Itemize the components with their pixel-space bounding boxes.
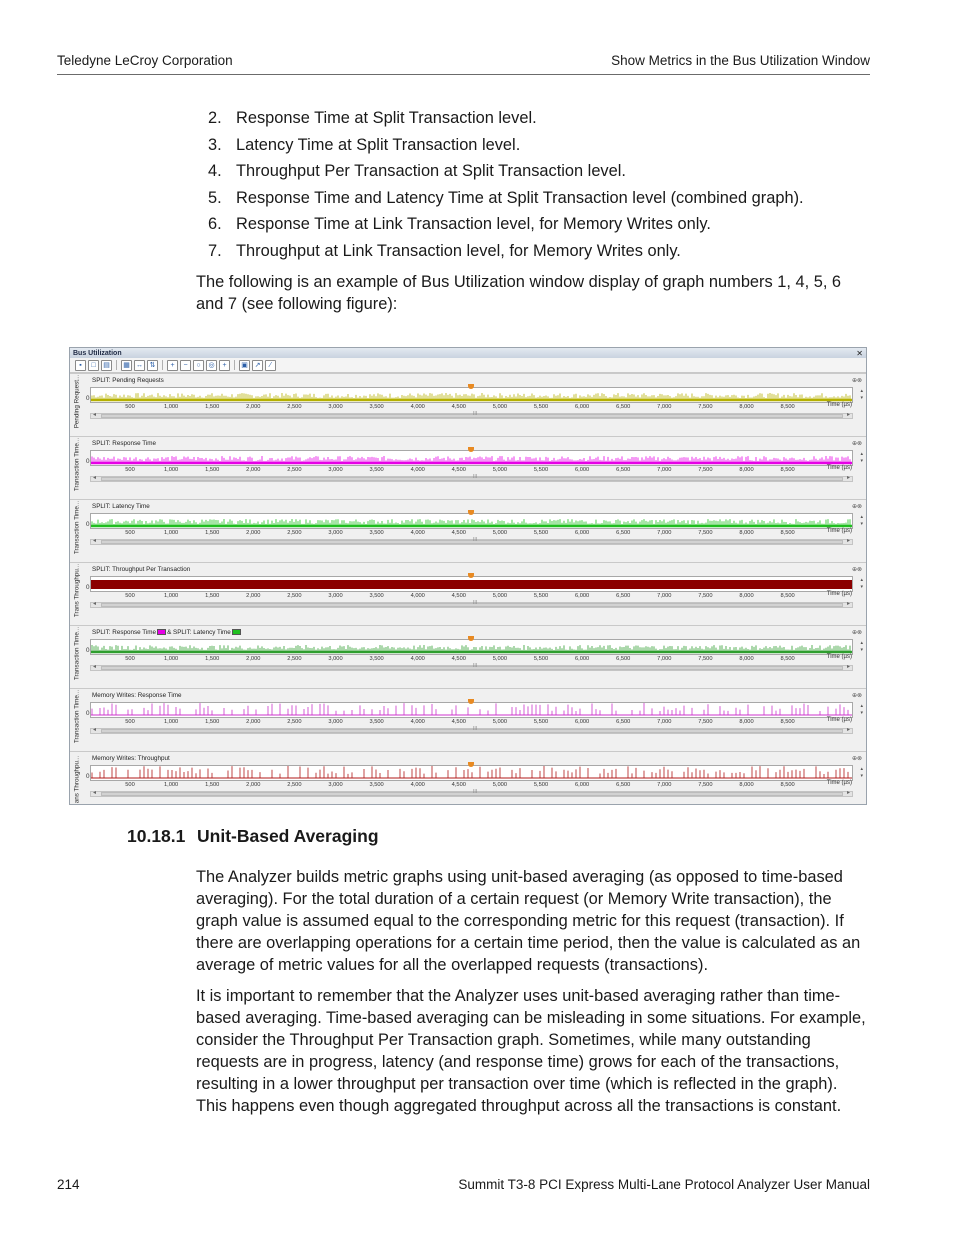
axis-tick-label: 2,000 bbox=[246, 530, 261, 536]
axis-tick-label: 8,000 bbox=[739, 467, 754, 473]
window-title: Bus Utilization bbox=[73, 349, 122, 357]
axis-tick-label: 5,000 bbox=[492, 656, 508, 662]
y-zero-label: 0 bbox=[86, 458, 90, 465]
axis-tick-label: 1,500 bbox=[205, 404, 220, 410]
toolbar-separator bbox=[162, 360, 163, 370]
panel-axis-label bbox=[71, 437, 83, 498]
scroll-right-icon[interactable]: ▸ bbox=[846, 538, 850, 544]
axis-tick-label: 1,000 bbox=[163, 719, 179, 725]
axis-tick-label: 7,500 bbox=[698, 656, 713, 662]
legend-swatch bbox=[232, 629, 241, 635]
axis-tick-label: 5,000 bbox=[492, 719, 508, 725]
scrollbar-grip: III bbox=[473, 411, 478, 417]
axis-tick-label: 4,000 bbox=[410, 467, 425, 473]
scrollbar-thumb[interactable] bbox=[101, 411, 843, 418]
graph-panel bbox=[70, 688, 866, 750]
graph-panel bbox=[70, 751, 866, 805]
graph-svg bbox=[91, 514, 852, 528]
numbered-list bbox=[196, 107, 876, 267]
axis-unit-label: Time (µs) bbox=[826, 780, 852, 786]
graph-plot-area[interactable] bbox=[90, 576, 853, 592]
axis-tick-label: 8,500 bbox=[780, 404, 795, 410]
axis-tick-label: 7,500 bbox=[698, 593, 713, 599]
panel-zoom-icon[interactable]: ⊕⊗ bbox=[851, 693, 862, 699]
list-text: Response Time at Link Transaction level, for Memory Writes only. bbox=[236, 215, 711, 234]
graph-plot-area[interactable] bbox=[90, 765, 853, 781]
graph-svg bbox=[91, 451, 852, 465]
graph-svg bbox=[91, 388, 852, 402]
panel-axis-label bbox=[71, 563, 83, 624]
scroll-left-icon[interactable]: ◂ bbox=[93, 538, 97, 544]
axis-tick-label: 6,500 bbox=[616, 404, 631, 410]
panel-title-text: SPLIT: Pending Requests bbox=[92, 377, 164, 384]
list-number: 2. bbox=[208, 109, 222, 127]
axis-tick-label: 3,000 bbox=[328, 782, 343, 788]
list-item bbox=[196, 134, 876, 161]
bus-utilization-window bbox=[69, 347, 867, 805]
axis-tick-label: 8,500 bbox=[780, 782, 795, 788]
time-axis bbox=[90, 467, 853, 476]
axis-tick-label: 7,500 bbox=[698, 719, 713, 725]
header-divider bbox=[57, 74, 870, 75]
axis-tick-label: 6,500 bbox=[616, 593, 631, 599]
scrollbar-thumb[interactable] bbox=[101, 726, 843, 733]
axis-tick-label: 4,000 bbox=[410, 593, 425, 599]
scrollbar-grip: III bbox=[473, 663, 478, 669]
axis-tick-label: 1,000 bbox=[163, 467, 179, 473]
axis-tick-label: 6,000 bbox=[574, 404, 590, 410]
y-zero-label: 0 bbox=[86, 584, 90, 591]
axis-tick-label: 3,500 bbox=[369, 467, 384, 473]
axis-unit-label: Time (µs) bbox=[826, 402, 852, 408]
graph-svg bbox=[91, 703, 852, 717]
list-number: 4. bbox=[208, 162, 222, 181]
header-right: Show Metrics in the Bus Utilization Window bbox=[611, 53, 870, 68]
panel-zoom-icon[interactable]: ⊕⊗ bbox=[851, 441, 862, 447]
list-text: Throughput at Link Transaction level, for Memory Writes only. bbox=[236, 241, 681, 260]
axis-tick-label: 5,500 bbox=[533, 593, 549, 599]
scrollbar-thumb[interactable] bbox=[101, 537, 843, 544]
section-title: Unit-Based Averaging bbox=[197, 826, 379, 846]
axis-tick-label: 500 bbox=[125, 656, 135, 662]
scroll-right-icon[interactable]: ▸ bbox=[846, 790, 850, 796]
axis-tick-label: 7,500 bbox=[698, 404, 713, 410]
chart-icon[interactable]: ⁄ bbox=[265, 360, 276, 371]
axis-tick-label: 500 bbox=[125, 467, 135, 473]
graph-svg bbox=[91, 640, 852, 654]
axis-tick-label: 6,000 bbox=[574, 656, 590, 662]
scroll-left-icon[interactable]: ◂ bbox=[93, 601, 97, 607]
axis-tick-label: 2,000 bbox=[246, 656, 261, 662]
list-number: 7. bbox=[208, 241, 222, 260]
scroll-left-icon[interactable]: ◂ bbox=[93, 475, 97, 481]
axis-tick-label: 500 bbox=[125, 404, 135, 410]
list-text: Response Time at Split Transaction level. bbox=[236, 109, 537, 127]
scrollbar-thumb[interactable] bbox=[101, 663, 843, 670]
horizontal-scrollbar[interactable] bbox=[90, 728, 853, 734]
axis-tick-label: 1,500 bbox=[205, 467, 220, 473]
graph-panel bbox=[70, 562, 866, 624]
time-axis bbox=[90, 719, 853, 728]
scrollbar-grip: III bbox=[473, 789, 478, 795]
panel-axis-label-text: Transaction Time... bbox=[73, 626, 81, 681]
scrollbar-grip: III bbox=[473, 726, 478, 732]
axis-tick-label: 3,000 bbox=[328, 656, 343, 662]
window-titlebar bbox=[70, 348, 866, 358]
horizontal-scrollbar[interactable] bbox=[90, 602, 853, 608]
axis-tick-label: 3,500 bbox=[369, 404, 384, 410]
panel-title-text: SPLIT: Response Time bbox=[92, 629, 157, 636]
axis-tick-label: 2,500 bbox=[287, 719, 302, 725]
axis-tick-label: 8,500 bbox=[780, 719, 795, 725]
axis-tick-label: 1,000 bbox=[163, 656, 179, 662]
axis-tick-label: 1,500 bbox=[205, 782, 220, 788]
panel-zoom-icon[interactable]: ⊕⊗ bbox=[851, 504, 862, 510]
axis-tick-label: 8,000 bbox=[739, 782, 754, 788]
axis-tick-label: 2,000 bbox=[246, 404, 261, 410]
vertical-scroll-arrows[interactable]: ▴ ▾ bbox=[860, 388, 863, 401]
axis-tick-label: 8,000 bbox=[739, 593, 754, 599]
scrollbar-thumb[interactable] bbox=[101, 789, 843, 796]
panel-title-text: SPLIT: Response Time bbox=[92, 440, 157, 447]
list-text: Latency Time at Split Transaction level. bbox=[236, 135, 521, 154]
axis-tick-label: 8,000 bbox=[739, 719, 754, 725]
axis-tick-label: 4,500 bbox=[451, 593, 466, 599]
axis-tick-label: 5,000 bbox=[492, 593, 508, 599]
axis-tick-label: 5,500 bbox=[533, 782, 549, 788]
axis-tick-label: 3,000 bbox=[328, 404, 343, 410]
panel-zoom-icon[interactable]: ⊕⊗ bbox=[851, 378, 862, 384]
panel-axis-label-text: Transaction Time... bbox=[73, 500, 81, 555]
panel-zoom-icon[interactable]: ⊕⊗ bbox=[851, 756, 862, 762]
axis-tick-label: 4,000 bbox=[410, 782, 425, 788]
axis-tick-label: 8,500 bbox=[780, 656, 795, 662]
axis-tick-label: 2,500 bbox=[287, 593, 302, 599]
horizontal-scrollbar[interactable] bbox=[90, 791, 853, 797]
y-zero-label: 0 bbox=[86, 773, 90, 780]
axis-tick-label: 7,500 bbox=[698, 782, 713, 788]
axis-tick-label: 1,500 bbox=[205, 656, 220, 662]
axis-tick-label: 5,000 bbox=[492, 404, 508, 410]
axis-tick-label: 6,500 bbox=[616, 530, 631, 536]
panel-axis-label-text: Pending Request... bbox=[73, 374, 81, 429]
panel-axis-label bbox=[71, 752, 83, 805]
panel-title-text: & SPLIT: Latency Time bbox=[167, 629, 231, 636]
axis-tick-label: 3,500 bbox=[369, 656, 384, 662]
time-axis bbox=[90, 656, 853, 665]
axis-tick-label: 8,500 bbox=[780, 467, 795, 473]
panel-title bbox=[92, 503, 150, 510]
panel-title bbox=[92, 692, 181, 699]
axis-tick-label: 4,000 bbox=[410, 530, 425, 536]
panel-title bbox=[92, 755, 170, 762]
axis-tick-label: 2,500 bbox=[287, 467, 302, 473]
graph-panel bbox=[70, 499, 866, 561]
axis-tick-label: 1,000 bbox=[163, 404, 179, 410]
horizontal-scrollbar[interactable] bbox=[90, 476, 853, 482]
save-icon[interactable]: ▪ bbox=[75, 360, 86, 371]
axis-tick-label: 2,000 bbox=[246, 593, 261, 599]
scrollbar-thumb[interactable] bbox=[101, 600, 843, 607]
graph-signal-fill bbox=[91, 580, 852, 589]
axis-tick-label: 3,000 bbox=[328, 467, 343, 473]
panel-axis-label-text: ans Throughpu... bbox=[73, 755, 81, 804]
axis-tick-label: 6,500 bbox=[616, 719, 631, 725]
time-axis bbox=[90, 404, 853, 413]
graph-plot-area[interactable] bbox=[90, 702, 853, 718]
header-left: Teledyne LeCroy Corporation bbox=[57, 53, 233, 68]
horizontal-scrollbar[interactable] bbox=[90, 539, 853, 545]
y-zero-label: 0 bbox=[86, 647, 90, 654]
axis-tick-label: 7,000 bbox=[657, 719, 672, 725]
axis-tick-label: 2,500 bbox=[287, 656, 302, 662]
axis-tick-label: 6,500 bbox=[616, 467, 631, 473]
axis-tick-label: 4,500 bbox=[451, 719, 466, 725]
axis-tick-label: 1,500 bbox=[205, 530, 220, 536]
axis-tick-label: 5,500 bbox=[533, 530, 549, 536]
panel-axis-label bbox=[71, 500, 83, 561]
graph-svg bbox=[91, 577, 852, 591]
scrollbar-thumb[interactable] bbox=[101, 474, 843, 481]
graph-plot-area[interactable] bbox=[90, 387, 853, 403]
axis-tick-label: 6,500 bbox=[616, 656, 631, 662]
axis-tick-label: 3,000 bbox=[328, 530, 343, 536]
panel-title bbox=[92, 566, 190, 573]
axis-unit-label: Time (µs) bbox=[826, 528, 852, 534]
panel-title-text: SPLIT: Latency Time bbox=[92, 503, 150, 510]
panel-title-text: SPLIT: Throughput Per Transaction bbox=[92, 566, 191, 573]
grid-icon[interactable]: ▦ bbox=[121, 360, 132, 371]
axis-tick-label: 5,500 bbox=[533, 467, 549, 473]
list-item bbox=[196, 213, 876, 240]
print-icon[interactable]: ▤ bbox=[101, 360, 112, 371]
window-toolbar bbox=[70, 358, 866, 373]
axis-tick-label: 2,000 bbox=[246, 782, 261, 788]
body-paragraph: The Analyzer builds metric graphs using unit-based averaging (as opposed to time-based averaging). For the total duration of a certain request (or Memory Write transaction), the graph value is assumed equal to the corresponding metric for this request (transaction). If there are overlapping operations for a certain time period, then the value is calculated as an average of metric values for all the overlapped requests (transactions). bbox=[196, 868, 861, 974]
axis-tick-label: 8,500 bbox=[780, 530, 795, 536]
scroll-right-icon[interactable]: ▸ bbox=[846, 412, 850, 418]
close-icon[interactable]: ✕ bbox=[856, 348, 863, 358]
horizontal-scrollbar[interactable] bbox=[90, 413, 853, 419]
vertical-scroll-arrows[interactable]: ▴ ▾ bbox=[860, 703, 863, 716]
graph-plot-area[interactable] bbox=[90, 513, 853, 529]
panel-axis-label-text: Transaction Time... bbox=[73, 689, 81, 744]
axis-tick-label: 5,500 bbox=[533, 404, 549, 410]
axis-tick-label: 3,500 bbox=[369, 719, 384, 725]
axis-tick-label: 500 bbox=[125, 719, 135, 725]
axis-tick-label: 1,000 bbox=[163, 593, 179, 599]
axis-tick-label: 5,000 bbox=[492, 782, 508, 788]
axis-tick-label: 6,000 bbox=[574, 530, 590, 536]
add-icon[interactable]: + bbox=[219, 360, 230, 371]
axis-tick-label: 7,500 bbox=[698, 530, 713, 536]
axis-tick-label: 4,500 bbox=[451, 782, 466, 788]
zoom-out-icon[interactable]: − bbox=[180, 360, 191, 371]
time-axis bbox=[90, 782, 853, 791]
scroll-right-icon[interactable]: ▸ bbox=[846, 664, 850, 670]
vertical-scroll-arrows[interactable]: ▴ ▾ bbox=[860, 577, 863, 590]
panel-axis-label-text: Trans Throughpu... bbox=[73, 563, 81, 618]
toolbar-separator bbox=[234, 360, 235, 370]
axis-tick-label: 4,500 bbox=[451, 404, 466, 410]
axis-tick-label: 6,000 bbox=[574, 467, 590, 473]
y-zero-label: 0 bbox=[86, 521, 90, 528]
vertical-scroll-arrows[interactable]: ▴ ▾ bbox=[860, 514, 863, 527]
axis-tick-label: 6,000 bbox=[574, 593, 590, 599]
zoom-fit-icon[interactable]: ○ bbox=[193, 360, 204, 371]
list-item bbox=[196, 187, 876, 214]
axis-unit-label: Time (µs) bbox=[826, 465, 852, 471]
zoom-in-icon[interactable]: + bbox=[167, 360, 178, 371]
panel-axis-label bbox=[71, 689, 83, 750]
section-number: 10.18.1 bbox=[127, 826, 186, 846]
list-number: 3. bbox=[208, 135, 222, 154]
vertical-scroll-arrows[interactable]: ▴ ▾ bbox=[860, 640, 863, 653]
list-item bbox=[196, 107, 876, 134]
axis-tick-label: 4,000 bbox=[410, 404, 425, 410]
vertical-scroll-arrows[interactable]: ▴ ▾ bbox=[860, 451, 863, 464]
axis-tick-label: 500 bbox=[125, 593, 135, 599]
scrollbar-grip: III bbox=[473, 600, 478, 606]
axis-tick-label: 7,000 bbox=[657, 656, 672, 662]
axis-tick-label: 2,000 bbox=[246, 467, 261, 473]
scrollbar-grip: III bbox=[473, 474, 478, 480]
axis-tick-label: 6,500 bbox=[616, 782, 631, 788]
axis-tick-label: 3,000 bbox=[328, 593, 343, 599]
panel-zoom-icon[interactable]: ⊕⊗ bbox=[851, 567, 862, 573]
graph-svg bbox=[91, 766, 852, 780]
axis-unit-label: Time (µs) bbox=[826, 717, 852, 723]
axis-tick-label: 5,000 bbox=[492, 467, 508, 473]
axis-tick-label: 4,500 bbox=[451, 656, 466, 662]
axis-tick-label: 2,500 bbox=[287, 530, 302, 536]
panel-title bbox=[92, 377, 164, 384]
scroll-left-icon[interactable]: ◂ bbox=[93, 664, 97, 670]
scroll-left-icon[interactable]: ◂ bbox=[93, 790, 97, 796]
axis-tick-label: 6,000 bbox=[574, 719, 590, 725]
panel-title-text: Memory Writes: Throughput bbox=[92, 755, 170, 762]
list-item bbox=[196, 160, 876, 187]
list-item bbox=[196, 240, 876, 267]
axis-tick-label: 8,500 bbox=[780, 593, 795, 599]
split-icon[interactable]: ⇅ bbox=[147, 360, 158, 371]
graph-panel bbox=[70, 625, 866, 687]
axis-tick-label: 500 bbox=[125, 782, 135, 788]
axis-tick-label: 6,000 bbox=[574, 782, 590, 788]
axis-tick-label: 3,500 bbox=[369, 782, 384, 788]
axis-tick-label: 5,500 bbox=[533, 656, 549, 662]
axis-tick-label: 3,000 bbox=[328, 719, 343, 725]
axis-tick-label: 1,000 bbox=[163, 530, 179, 536]
axis-tick-label: 4,000 bbox=[410, 719, 425, 725]
axis-tick-label: 7,000 bbox=[657, 467, 672, 473]
section-heading bbox=[127, 826, 379, 847]
axis-tick-label: 500 bbox=[125, 530, 135, 536]
graph-panel bbox=[70, 373, 866, 435]
scroll-right-icon[interactable]: ▸ bbox=[846, 601, 850, 607]
panel-axis-label-text: Transaction Time... bbox=[73, 437, 81, 492]
axis-tick-label: 5,000 bbox=[492, 530, 508, 536]
y-zero-label: 0 bbox=[86, 395, 90, 402]
list-number: 5. bbox=[208, 188, 222, 207]
axis-unit-label: Time (µs) bbox=[826, 654, 852, 660]
y-zero-label: 0 bbox=[86, 710, 90, 717]
panel-title bbox=[92, 629, 242, 636]
axis-tick-label: 2,500 bbox=[287, 782, 302, 788]
page-number: 214 bbox=[57, 1177, 80, 1192]
list-text: Throughput Per Transaction at Split Transaction level. bbox=[236, 162, 626, 181]
panel-axis-label bbox=[71, 626, 83, 687]
axis-unit-label: Time (µs) bbox=[826, 591, 852, 597]
axis-tick-label: 4,500 bbox=[451, 467, 466, 473]
fit-icon[interactable]: ↔ bbox=[136, 361, 143, 369]
axis-tick-label: 8,000 bbox=[739, 530, 754, 536]
vertical-scroll-arrows[interactable]: ▴ ▾ bbox=[860, 766, 863, 779]
axis-tick-label: 4,500 bbox=[451, 530, 466, 536]
axis-tick-label: 2,000 bbox=[246, 719, 261, 725]
scrollbar-grip: III bbox=[473, 537, 478, 543]
open-icon[interactable]: □ bbox=[88, 360, 99, 371]
axis-tick-label: 1,500 bbox=[205, 719, 220, 725]
body-paragraph: It is important to remember that the Analyzer uses unit-based averaging rather than time-based averaging. Time-based averaging can be misleading in some situations. For example, consider the Throughput Per Transaction graph. Sometimes, while many outstanding requests are in progress, latency (and response time) grows for each of the transactions, resulting in a lower throughput per transaction over time (which is reflected in the graph). This happens even though aggregated throughput across all the transactions is constant. bbox=[196, 987, 866, 1115]
graph-panel bbox=[70, 436, 866, 498]
toolbar-separator bbox=[116, 360, 117, 370]
axis-tick-label: 8,000 bbox=[739, 404, 754, 410]
zoom-reset-icon[interactable]: ◎ bbox=[206, 360, 217, 371]
axis-tick-label: 7,000 bbox=[657, 530, 672, 536]
panel-axis-label bbox=[71, 374, 83, 435]
axis-tick-label: 7,000 bbox=[657, 782, 672, 788]
axis-tick-label: 5,500 bbox=[533, 719, 549, 725]
axis-tick-label: 7,500 bbox=[698, 467, 713, 473]
panel-zoom-icon[interactable]: ⊕⊗ bbox=[851, 630, 862, 636]
panel-title-text: Memory Writes: Response Time bbox=[92, 692, 182, 699]
axis-tick-label: 1,000 bbox=[163, 782, 179, 788]
scroll-right-icon[interactable]: ▸ bbox=[846, 727, 850, 733]
time-axis bbox=[90, 530, 853, 539]
intro-paragraph: The following is an example of Bus Utilization window display of graph numbers 1, 4, 5, 6 and 7 (see following figure): bbox=[196, 273, 842, 313]
legend-swatch bbox=[157, 629, 166, 635]
list-text: Response Time and Latency Time at Split Transaction level (combined graph). bbox=[236, 188, 804, 207]
axis-tick-label: 7,000 bbox=[657, 404, 672, 410]
graph-plot-area[interactable] bbox=[90, 450, 853, 466]
axis-tick-label: 3,500 bbox=[369, 530, 384, 536]
axis-tick-label: 1,500 bbox=[205, 593, 220, 599]
graph-plot-area[interactable] bbox=[90, 639, 853, 655]
axis-tick-label: 2,500 bbox=[287, 404, 302, 410]
axis-tick-label: 3,500 bbox=[369, 593, 384, 599]
scroll-left-icon[interactable]: ◂ bbox=[93, 727, 97, 733]
footer-manual-title: Summit T3-8 PCI Express Multi-Lane Protocol Analyzer User Manual bbox=[458, 1177, 870, 1192]
scroll-right-icon[interactable]: ▸ bbox=[846, 475, 850, 481]
settings-icon[interactable]: ▣ bbox=[239, 360, 250, 371]
scroll-left-icon[interactable]: ◂ bbox=[93, 412, 97, 418]
export-icon[interactable]: ↗ bbox=[252, 360, 263, 371]
axis-tick-label: 8,000 bbox=[739, 656, 754, 662]
time-axis bbox=[90, 593, 853, 602]
panel-title bbox=[92, 440, 156, 447]
horizontal-scrollbar[interactable] bbox=[90, 665, 853, 671]
list-number: 6. bbox=[208, 215, 222, 234]
axis-tick-label: 7,000 bbox=[657, 593, 672, 599]
axis-tick-label: 4,000 bbox=[410, 656, 425, 662]
